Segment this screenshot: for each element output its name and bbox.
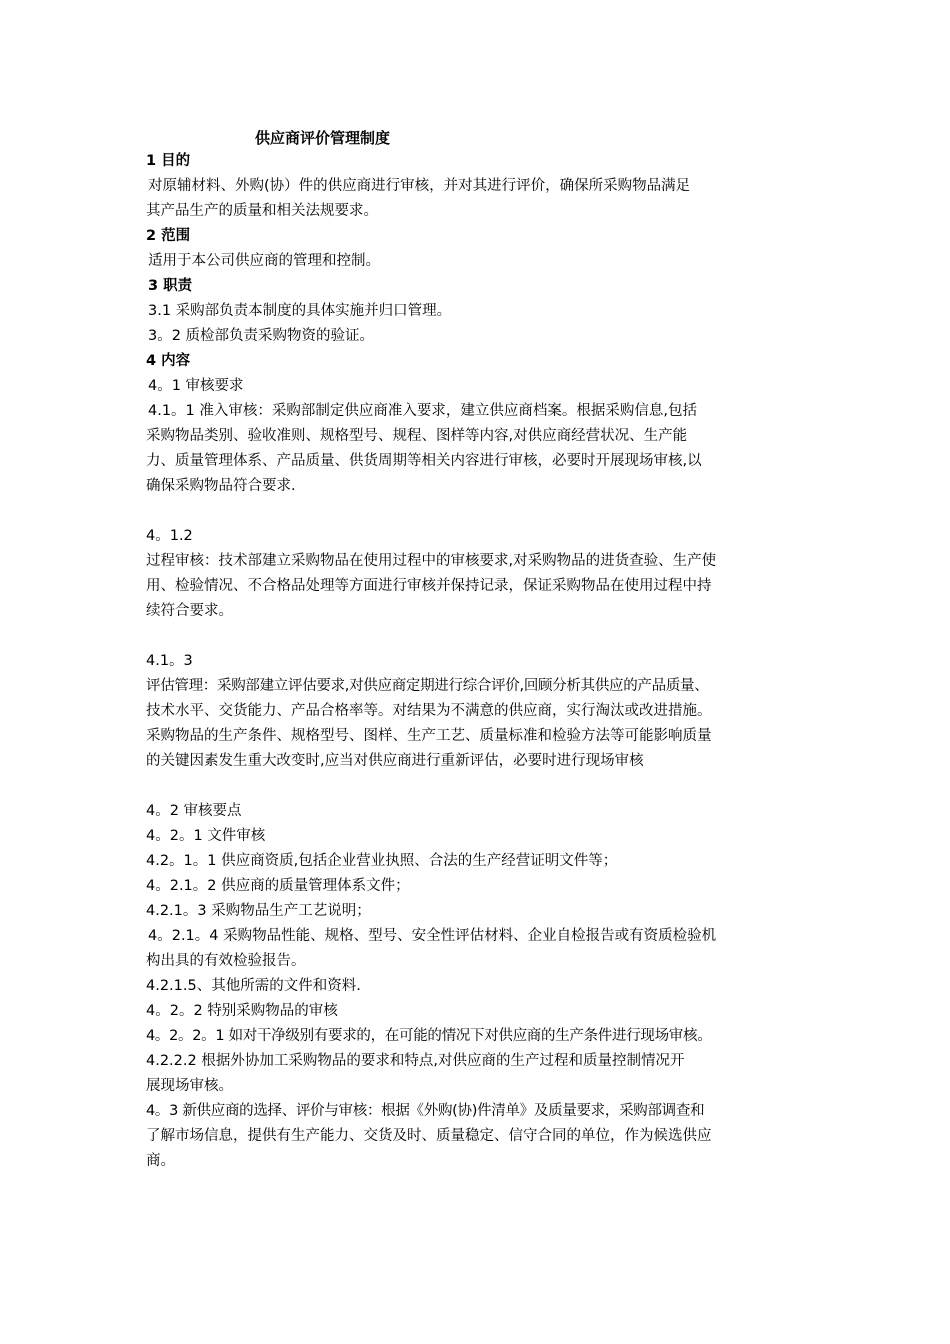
- paragraph-line: 用、检验情况、不合格品处理等方面进行审核并保持记录，保证采购物品在使用过程中持: [146, 578, 712, 594]
- paragraph-line: 4。2.1。2 供应商的质量管理体系文件；: [146, 878, 410, 894]
- paragraph-line: 了解市场信息，提供有生产能力、交货及时、质量稳定、信守合同的单位，作为候选供应: [146, 1128, 712, 1144]
- paragraph-line: 4.2.2.2 根据外协加工采购物品的要求和特点,对供应商的生产过程和质量控制情况开: [146, 1053, 685, 1069]
- paragraph-line: 采购物品类别、验收准则、规格型号、规程、图样等内容,对供应商经营状况、生产能: [146, 428, 688, 444]
- heading-scope: 2 范围: [146, 228, 191, 244]
- paragraph-line: 续符合要求。: [146, 603, 233, 619]
- paragraph-line: 的关键因素发生重大改变时,应当对供应商进行重新评估，必要时进行现场审核: [146, 753, 644, 769]
- paragraph-line: 其产品生产的质量和相关法规要求。: [146, 203, 378, 219]
- document-title: 供应商评价管理制度: [255, 129, 391, 147]
- paragraph-line: 适用于本公司供应商的管理和控制。: [148, 253, 380, 269]
- paragraph-line: 评估管理：采购部建立评估要求,对供应商定期进行综合评价,回顾分析其供应的产品质量、: [146, 678, 709, 694]
- paragraph-line: 确保采购物品符合要求.: [146, 478, 296, 494]
- paragraph-line: 力、质量管理体系、产品质量、供货周期等相关内容进行审核，必要时开展现场审核,以: [146, 453, 702, 469]
- paragraph-line: 商。: [146, 1153, 175, 1169]
- paragraph-line: 4.2.1。3 采购物品生产工艺说明；: [146, 903, 371, 919]
- paragraph-line: 4.2。1。1 供应商资质,包括企业营业执照、合法的生产经营证明文件等；: [146, 853, 618, 869]
- heading-responsibilities: 3 职责: [148, 278, 193, 294]
- paragraph-line: 3。2 质检部负责采购物资的验证。: [148, 328, 375, 344]
- subheading: 4。1 审核要求: [148, 378, 244, 394]
- paragraph-line: 4。2.1。4 采购物品性能、规格、型号、安全性评估材料、企业自检报告或有资质检验机: [148, 928, 717, 944]
- subheading: 4。2 审核要点: [146, 803, 242, 819]
- heading-purpose: 1 目的: [146, 153, 191, 169]
- paragraph-line: 4。3 新供应商的选择、评价与审核：根据《外购(协)件清单》及质量要求，采购部调查和: [146, 1103, 705, 1119]
- paragraph-line: 采购物品的生产条件、规格型号、图样、生产工艺、质量标准和检验方法等可能影响质量: [146, 728, 712, 744]
- paragraph-line: 对原辅材料、外购(协）件的供应商进行审核，并对其进行评价，确保所采购物品满足: [148, 178, 691, 194]
- subheading: 4.1。3: [146, 653, 193, 669]
- paragraph-line: 过程审核：技术部建立采购物品在使用过程中的审核要求,对采购物品的进货查验、生产使: [146, 553, 717, 569]
- subheading: 4。2。1 文件审核: [146, 828, 266, 844]
- heading-content: 4 内容: [146, 353, 191, 369]
- paragraph-line: 技术水平、交货能力、产品合格率等。对结果为不满意的供应商，实行淘汰或改进措施。: [146, 703, 712, 719]
- paragraph-line: 展现场审核。: [146, 1078, 233, 1094]
- paragraph-line: 4.1。1 准入审核：采购部制定供应商准入要求，建立供应商档案。根据采购信息,包括: [148, 403, 698, 419]
- paragraph-line: 3.1 采购部负责本制度的具体实施并归口管理。: [148, 303, 452, 319]
- paragraph-line: 4.2.1.5、其他所需的文件和资料.: [146, 978, 361, 994]
- subheading: 4。2。2 特别采购物品的审核: [146, 1003, 338, 1019]
- paragraph-line: 构出具的有效检验报告。: [146, 953, 306, 969]
- paragraph-line: 4。2。2。1 如对干净级别有要求的，在可能的情况下对供应商的生产条件进行现场审核。: [146, 1028, 712, 1044]
- subheading: 4。1.2: [146, 528, 193, 544]
